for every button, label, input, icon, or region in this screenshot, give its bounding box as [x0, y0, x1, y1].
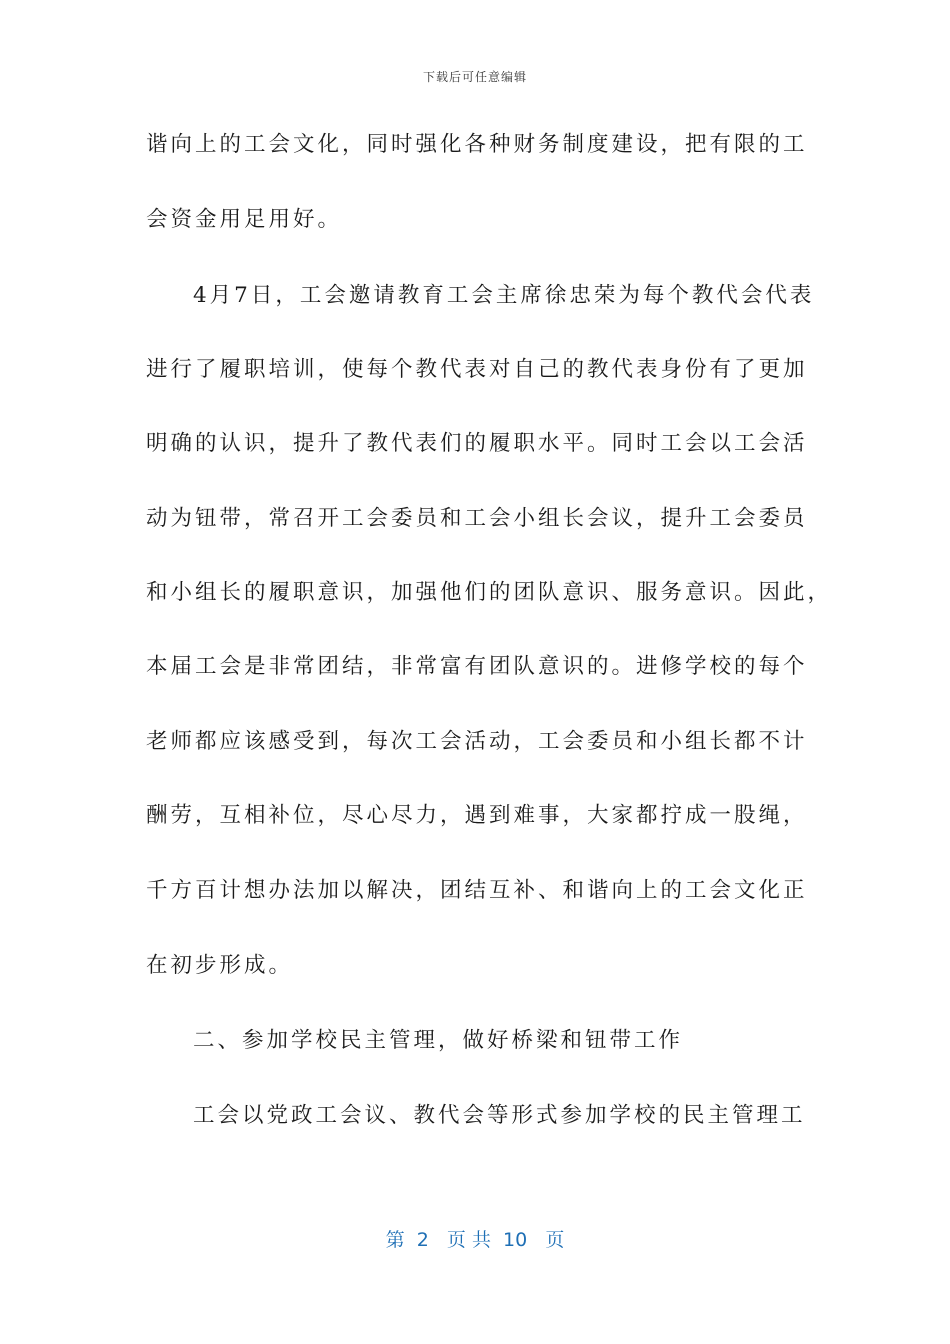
body-line: 千方百计想办法加以解决，团结互补、和谐向上的工会文化正 [146, 878, 808, 903]
body-line: 谐向上的工会文化，同时强化各种财务制度建设，把有限的工 [146, 132, 808, 157]
paragraph-first-line: 4月7日，工会邀请教育工会主席徐忠荣为每个教代会代表 [193, 283, 815, 308]
body-line: 会资金用足用好。 [146, 207, 343, 232]
body-line: 本届工会是非常团结，非常富有团队意识的。进修学校的每个 [146, 654, 808, 679]
page-header-note: 下载后可任意编辑 [422, 70, 527, 84]
body-line: 在初步形成。 [146, 953, 294, 978]
body-line: 动为钮带，常召开工会委员和工会小组长会议，提升工会委员 [146, 506, 808, 531]
section-heading: 二、参加学校民主管理，做好桥梁和钮带工作 [193, 1028, 684, 1053]
paragraph-first-line: 工会以党政工会议、教代会等形式参加学校的民主管理工 [193, 1103, 806, 1128]
body-line: 老师都应该感受到，每次工会活动，工会委员和小组长都不计 [146, 729, 808, 754]
body-line: 和小组长的履职意识，加强他们的团队意识、服务意识。因此， [146, 580, 833, 605]
body-line: 进行了履职培训，使每个教代表对自己的教代表身份有了更加 [146, 357, 808, 382]
body-line: 明确的认识，提升了教代表们的履职水平。同时工会以工会活 [146, 431, 808, 456]
body-line: 酬劳，互相补位，尽心尽力，遇到难事，大家都拧成一股绳， [146, 803, 808, 828]
page-number: 第 2 页 共 10 页 [385, 1229, 565, 1251]
